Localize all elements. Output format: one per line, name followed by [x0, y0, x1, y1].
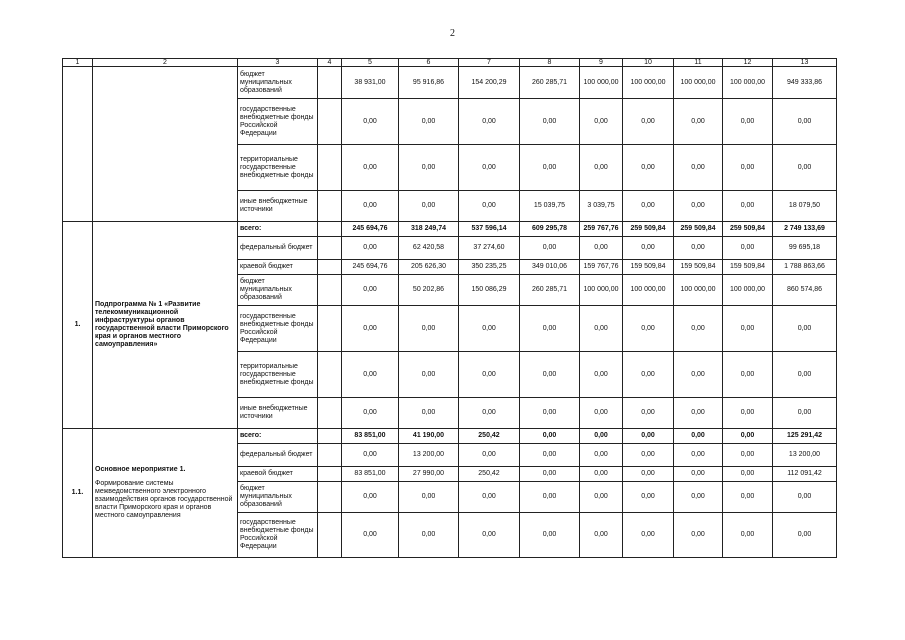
- empty-cell: [318, 352, 342, 398]
- value-cell: 0,00: [723, 306, 773, 352]
- value-cell: 0,00: [580, 237, 623, 260]
- table-row: [63, 67, 837, 99]
- value-cell: 259 509,84: [623, 222, 674, 237]
- value-cell: 0,00: [520, 467, 580, 482]
- value-cell: 159 509,84: [723, 260, 773, 275]
- value-cell: 0,00: [459, 145, 520, 191]
- value-cell: 83 851,00: [342, 467, 399, 482]
- value-cell: 0,00: [580, 99, 623, 145]
- funding-source-cell: государственные внебюджетные фонды Российской Федерации: [238, 306, 318, 352]
- value-cell: 259 509,84: [723, 222, 773, 237]
- name-cell: [93, 67, 238, 222]
- column-header: 7: [459, 59, 520, 67]
- total-value-cell: 0,00: [773, 99, 837, 145]
- value-cell: 0,00: [580, 145, 623, 191]
- funding-source-cell: краевой бюджет: [238, 260, 318, 275]
- value-cell: 100 000,00: [580, 275, 623, 306]
- value-cell: 0,00: [674, 306, 723, 352]
- value-cell: 0,00: [674, 99, 723, 145]
- total-value-cell: 99 695,18: [773, 237, 837, 260]
- value-cell: 41 190,00: [399, 429, 459, 444]
- row-number-cell: [63, 67, 93, 222]
- empty-cell: [318, 222, 342, 237]
- value-cell: 0,00: [723, 398, 773, 429]
- funding-source-cell: всего:: [238, 222, 318, 237]
- value-cell: 0,00: [520, 352, 580, 398]
- program-description: Формирование системы межведомственного электронного взаимодействия органов государственной власти Приморского края и органов местного самоуправления: [95, 480, 233, 519]
- value-cell: 0,00: [674, 191, 723, 222]
- table-row: [63, 429, 837, 444]
- total-value-cell: 0,00: [773, 352, 837, 398]
- value-cell: 0,00: [580, 429, 623, 444]
- value-cell: 0,00: [623, 513, 674, 558]
- value-cell: 0,00: [520, 444, 580, 467]
- column-header-row: [63, 59, 837, 67]
- value-cell: 0,00: [459, 444, 520, 467]
- value-cell: 150 086,29: [459, 275, 520, 306]
- column-header: 9: [580, 59, 623, 67]
- total-value-cell: 0,00: [773, 482, 837, 513]
- empty-cell: [318, 398, 342, 429]
- value-cell: 100 000,00: [674, 275, 723, 306]
- value-cell: 0,00: [520, 482, 580, 513]
- value-cell: 0,00: [399, 99, 459, 145]
- value-cell: 0,00: [723, 513, 773, 558]
- value-cell: 0,00: [623, 306, 674, 352]
- value-cell: 62 420,58: [399, 237, 459, 260]
- column-header: 6: [399, 59, 459, 67]
- value-cell: 0,00: [459, 398, 520, 429]
- funding-source-cell: иные внебюджетные источники: [238, 398, 318, 429]
- empty-cell: [318, 444, 342, 467]
- value-cell: 3 039,75: [580, 191, 623, 222]
- value-cell: 0,00: [674, 352, 723, 398]
- program-title: Подпрограмма № 1 «Развитие телекоммуникационной инфраструктуры органов государственной власти Приморского края и органов местного самоуправления»: [95, 301, 229, 348]
- value-cell: 0,00: [342, 444, 399, 467]
- value-cell: 250,42: [459, 467, 520, 482]
- column-header: 12: [723, 59, 773, 67]
- value-cell: 318 249,74: [399, 222, 459, 237]
- value-cell: 100 000,00: [723, 67, 773, 99]
- value-cell: 38 931,00: [342, 67, 399, 99]
- value-cell: 0,00: [623, 398, 674, 429]
- value-cell: 0,00: [623, 429, 674, 444]
- value-cell: 260 285,71: [520, 275, 580, 306]
- total-value-cell: 0,00: [773, 306, 837, 352]
- column-header: 13: [773, 59, 837, 67]
- value-cell: 0,00: [399, 145, 459, 191]
- column-header: 2: [93, 59, 238, 67]
- value-cell: 260 285,71: [520, 67, 580, 99]
- subprogram-1-name-cell: [93, 222, 238, 429]
- value-cell: 0,00: [674, 467, 723, 482]
- value-cell: 0,00: [623, 145, 674, 191]
- table-row: [63, 222, 837, 237]
- value-cell: 95 916,86: [399, 67, 459, 99]
- value-cell: 50 202,86: [399, 275, 459, 306]
- value-cell: 0,00: [723, 444, 773, 467]
- value-cell: 100 000,00: [580, 67, 623, 99]
- value-cell: 0,00: [580, 467, 623, 482]
- value-cell: 0,00: [623, 237, 674, 260]
- empty-cell: [318, 429, 342, 444]
- total-value-cell: 2 749 133,69: [773, 222, 837, 237]
- total-value-cell: 0,00: [773, 145, 837, 191]
- value-cell: 100 000,00: [623, 275, 674, 306]
- funding-source-cell: федеральный бюджет: [238, 237, 318, 260]
- column-header: 5: [342, 59, 399, 67]
- column-header: 1: [63, 59, 93, 67]
- value-cell: 0,00: [342, 482, 399, 513]
- value-cell: 0,00: [342, 191, 399, 222]
- column-header: 3: [238, 59, 318, 67]
- value-cell: 0,00: [623, 191, 674, 222]
- value-cell: 0,00: [580, 398, 623, 429]
- value-cell: 349 010,06: [520, 260, 580, 275]
- value-cell: 27 990,00: [399, 467, 459, 482]
- value-cell: 0,00: [674, 429, 723, 444]
- funding-source-cell: территориальные государственные внебюджетные фонды: [238, 145, 318, 191]
- value-cell: 0,00: [399, 482, 459, 513]
- value-cell: 0,00: [674, 398, 723, 429]
- column-header: 10: [623, 59, 674, 67]
- empty-cell: [318, 237, 342, 260]
- value-cell: 0,00: [580, 352, 623, 398]
- value-cell: 0,00: [342, 306, 399, 352]
- value-cell: 609 295,78: [520, 222, 580, 237]
- funding-source-cell: краевой бюджет: [238, 467, 318, 482]
- value-cell: 0,00: [399, 398, 459, 429]
- empty-cell: [318, 513, 342, 558]
- value-cell: 0,00: [520, 99, 580, 145]
- total-value-cell: 125 291,42: [773, 429, 837, 444]
- value-cell: 0,00: [723, 482, 773, 513]
- value-cell: 83 851,00: [342, 429, 399, 444]
- value-cell: 0,00: [399, 306, 459, 352]
- value-cell: 0,00: [674, 482, 723, 513]
- empty-cell: [318, 191, 342, 222]
- value-cell: 259 767,76: [580, 222, 623, 237]
- value-cell: 0,00: [342, 145, 399, 191]
- value-cell: 0,00: [342, 513, 399, 558]
- value-cell: 0,00: [674, 444, 723, 467]
- value-cell: 0,00: [520, 398, 580, 429]
- value-cell: 0,00: [520, 429, 580, 444]
- value-cell: 0,00: [723, 145, 773, 191]
- value-cell: 0,00: [723, 191, 773, 222]
- value-cell: 37 274,60: [459, 237, 520, 260]
- value-cell: 250,42: [459, 429, 520, 444]
- value-cell: 0,00: [723, 237, 773, 260]
- main-activity-1-1-name-cell: [93, 429, 238, 558]
- value-cell: 0,00: [623, 99, 674, 145]
- value-cell: 159 509,84: [674, 260, 723, 275]
- value-cell: 0,00: [459, 513, 520, 558]
- funding-source-cell: бюджет муниципальных образований: [238, 67, 318, 99]
- value-cell: 0,00: [459, 191, 520, 222]
- empty-cell: [318, 482, 342, 513]
- value-cell: 0,00: [520, 145, 580, 191]
- value-cell: 0,00: [459, 352, 520, 398]
- row-number-cell: 1.1.: [63, 429, 93, 558]
- total-value-cell: 860 574,86: [773, 275, 837, 306]
- value-cell: 0,00: [580, 444, 623, 467]
- value-cell: 159 767,76: [580, 260, 623, 275]
- value-cell: 159 509,84: [623, 260, 674, 275]
- empty-cell: [318, 306, 342, 352]
- value-cell: 0,00: [342, 352, 399, 398]
- value-cell: 259 509,84: [674, 222, 723, 237]
- value-cell: 0,00: [399, 513, 459, 558]
- value-cell: 13 200,00: [399, 444, 459, 467]
- program-title: Основное мероприятие 1.: [95, 466, 186, 473]
- value-cell: 350 235,25: [459, 260, 520, 275]
- column-header: 11: [674, 59, 723, 67]
- total-value-cell: 0,00: [773, 513, 837, 558]
- value-cell: 0,00: [580, 306, 623, 352]
- value-cell: 245 694,76: [342, 260, 399, 275]
- value-cell: 0,00: [580, 482, 623, 513]
- total-value-cell: 949 333,86: [773, 67, 837, 99]
- funding-source-cell: бюджет муниципальных образований: [238, 482, 318, 513]
- value-cell: 0,00: [399, 352, 459, 398]
- value-cell: 537 596,14: [459, 222, 520, 237]
- value-cell: 100 000,00: [723, 275, 773, 306]
- value-cell: 0,00: [459, 99, 520, 145]
- value-cell: 0,00: [623, 467, 674, 482]
- total-value-cell: 1 788 863,66: [773, 260, 837, 275]
- funding-source-cell: бюджет муниципальных образований: [238, 275, 318, 306]
- value-cell: 0,00: [723, 352, 773, 398]
- value-cell: 0,00: [623, 352, 674, 398]
- value-cell: 0,00: [580, 513, 623, 558]
- value-cell: 15 039,75: [520, 191, 580, 222]
- empty-cell: [318, 67, 342, 99]
- page-number: 2: [450, 28, 455, 39]
- value-cell: 0,00: [520, 306, 580, 352]
- empty-cell: [318, 260, 342, 275]
- value-cell: 0,00: [342, 99, 399, 145]
- empty-cell: [318, 145, 342, 191]
- value-cell: 154 200,29: [459, 67, 520, 99]
- value-cell: 0,00: [342, 275, 399, 306]
- value-cell: 245 694,76: [342, 222, 399, 237]
- budget-table: [62, 58, 837, 558]
- value-cell: 0,00: [459, 482, 520, 513]
- value-cell: 205 626,30: [399, 260, 459, 275]
- value-cell: 0,00: [723, 429, 773, 444]
- value-cell: 0,00: [674, 145, 723, 191]
- value-cell: 0,00: [399, 191, 459, 222]
- empty-cell: [318, 467, 342, 482]
- value-cell: 0,00: [520, 513, 580, 558]
- empty-cell: [318, 99, 342, 145]
- column-header: 4: [318, 59, 342, 67]
- value-cell: 0,00: [459, 306, 520, 352]
- value-cell: 0,00: [342, 398, 399, 429]
- funding-source-cell: иные внебюджетные источники: [238, 191, 318, 222]
- value-cell: 0,00: [723, 99, 773, 145]
- total-value-cell: 13 200,00: [773, 444, 837, 467]
- funding-source-cell: территориальные государственные внебюджетные фонды: [238, 352, 318, 398]
- funding-source-cell: федеральный бюджет: [238, 444, 318, 467]
- value-cell: 0,00: [723, 467, 773, 482]
- value-cell: 0,00: [623, 444, 674, 467]
- value-cell: 0,00: [674, 513, 723, 558]
- value-cell: 0,00: [674, 237, 723, 260]
- value-cell: 0,00: [520, 237, 580, 260]
- funding-source-cell: всего:: [238, 429, 318, 444]
- empty-cell: [318, 275, 342, 306]
- funding-source-cell: государственные внебюджетные фонды Российской Федерации: [238, 99, 318, 145]
- value-cell: 0,00: [342, 237, 399, 260]
- funding-source-cell: государственные внебюджетные фонды Российской Федерации: [238, 513, 318, 558]
- total-value-cell: 18 079,50: [773, 191, 837, 222]
- value-cell: 0,00: [623, 482, 674, 513]
- total-value-cell: 112 091,42: [773, 467, 837, 482]
- column-header: 8: [520, 59, 580, 67]
- row-number-cell: 1.: [63, 222, 93, 429]
- value-cell: 100 000,00: [674, 67, 723, 99]
- total-value-cell: 0,00: [773, 398, 837, 429]
- value-cell: 100 000,00: [623, 67, 674, 99]
